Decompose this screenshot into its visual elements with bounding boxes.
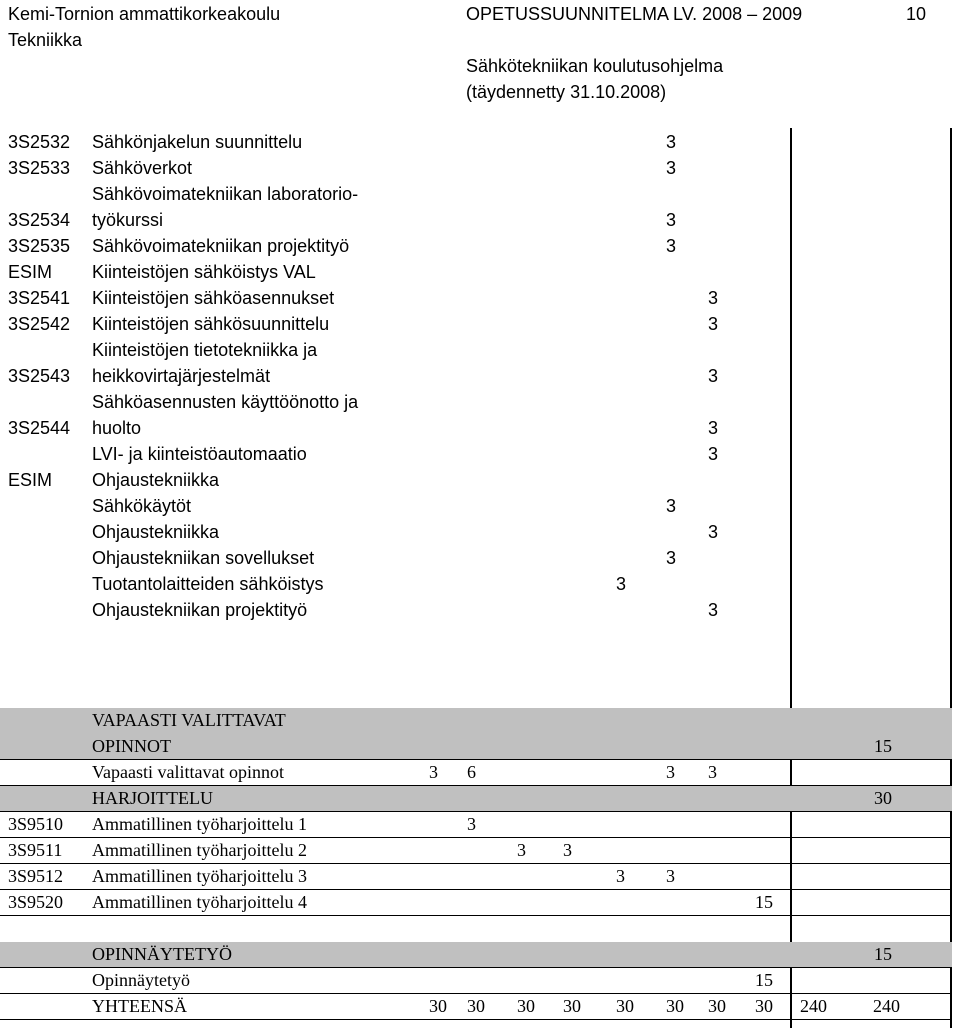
course-code: 3S2535 [8, 236, 71, 256]
course-name: työkurssi [92, 210, 164, 230]
credit-value: 3 [708, 444, 719, 464]
table-row [0, 760, 960, 786]
course-code: 3S2533 [8, 158, 71, 178]
section-heading-row [0, 708, 952, 760]
section-heading: VAPAASTI VALITTAVAT [92, 710, 286, 730]
credit-value: 3 [708, 762, 717, 782]
credit-value: 3 [429, 762, 438, 782]
course-name: Ohjaustekniikan projektityö [92, 600, 308, 620]
course-code: 3S9511 [8, 840, 63, 860]
course-name: heikkovirtajärjestelmät [92, 366, 271, 386]
credit-value: 3 [517, 840, 526, 860]
course-name: Sähköverkot [92, 158, 193, 178]
credit-value: 3 [616, 574, 627, 594]
course-name: Sähkövoimatekniikan laboratorio- [92, 184, 359, 204]
course-code: 3S2544 [8, 418, 71, 438]
row-separator [0, 1019, 952, 1020]
course-name: Ammatillinen työharjoittelu 2 [92, 840, 307, 860]
table-row [0, 864, 960, 890]
credit-value: 6 [467, 762, 476, 782]
course-name: Ammatillinen työharjoittelu 3 [92, 866, 307, 886]
department-name: Tekniikka [8, 30, 83, 50]
total-credits: 240 [873, 996, 900, 1016]
credit-value: 3 [666, 158, 677, 178]
course-name: Kiinteistöjen sähköasennukset [92, 288, 335, 308]
course-name: Kiinteistöjen tietotekniikka ja [92, 340, 318, 360]
credit-value: 3 [708, 522, 719, 542]
table-row [0, 994, 960, 1020]
course-code: 3S2534 [8, 210, 71, 230]
page-number: 10 [906, 4, 927, 24]
credit-value: 30 [517, 996, 535, 1016]
credit-value: 3 [666, 866, 675, 886]
credit-value: 3 [666, 210, 677, 230]
section-heading-row [0, 942, 952, 968]
school-name: Kemi-Tornion ammattikorkeakoulu [8, 4, 281, 24]
course-name: Sähkönjakelun suunnittelu [92, 132, 303, 152]
course-code: ESIM [8, 470, 53, 490]
update-note: (täydennetty 31.10.2008) [466, 82, 667, 102]
course-name: Ohjaustekniikan sovellukset [92, 548, 315, 568]
credit-value: 30 [616, 996, 634, 1016]
credit-value: 3 [708, 600, 719, 620]
credit-value: 3 [666, 762, 675, 782]
credit-value: 3 [666, 236, 677, 256]
total-credits: 15 [874, 736, 892, 756]
course-code: 3S2543 [8, 366, 71, 386]
credit-value: 240 [800, 996, 827, 1016]
course-name: Sähkövoimatekniikan projektityö [92, 236, 350, 256]
table-row [0, 812, 960, 838]
credit-value: 30 [708, 996, 726, 1016]
course-name: Opinnäytetyö [92, 970, 190, 990]
credit-value: 3 [563, 840, 572, 860]
credit-value: 3 [708, 418, 719, 438]
course-code: ESIM [8, 262, 53, 282]
credit-value: 3 [467, 814, 476, 834]
credit-value: 3 [708, 288, 719, 308]
course-name: Ohjaustekniikka [92, 470, 220, 490]
course-name: Ammatillinen työharjoittelu 4 [92, 892, 307, 912]
credit-value: 30 [429, 996, 447, 1016]
course-name: Kiinteistöjen sähkösuunnittelu [92, 314, 330, 334]
course-name: Tuotantolaitteiden sähköistys [92, 574, 324, 594]
credit-value: 15 [755, 970, 773, 990]
credit-value: 30 [666, 996, 684, 1016]
course-name: Sähkökäytöt [92, 496, 192, 516]
course-code: 3S2541 [8, 288, 71, 308]
credit-value: 3 [708, 314, 719, 334]
document-title: OPETUSSUUNNITELMA LV. 2008 – 2009 [466, 4, 803, 24]
course-name: LVI- ja kiinteistöautomaatio [92, 444, 307, 464]
section-heading: HARJOITTELU [92, 788, 213, 808]
credit-value: 15 [755, 892, 773, 912]
credit-value: 30 [467, 996, 485, 1016]
course-name: Kiinteistöjen sähköistys VAL [92, 262, 316, 282]
course-name: Ammatillinen työharjoittelu 1 [92, 814, 307, 834]
course-name: Vapaasti valittavat opinnot [92, 762, 284, 782]
course-name: huolto [92, 418, 142, 438]
table-row [0, 838, 960, 864]
course-code: 3S2532 [8, 132, 71, 152]
course-code: 3S9512 [8, 866, 64, 886]
table-row [0, 890, 960, 916]
credit-value: 3 [666, 548, 677, 568]
total-credits: 15 [874, 944, 892, 964]
course-code: 3S9510 [8, 814, 64, 834]
credit-value: 3 [616, 866, 625, 886]
course-name: YHTEENSÄ [92, 996, 187, 1016]
section-heading: OPINNOT [92, 736, 171, 756]
course-code: 3S9520 [8, 892, 64, 912]
section-heading-row [0, 786, 952, 812]
credit-value: 3 [708, 366, 719, 386]
credit-value: 30 [755, 996, 773, 1016]
table-row [0, 968, 960, 994]
credit-value: 30 [563, 996, 581, 1016]
total-credits: 30 [874, 788, 892, 808]
row-separator [0, 915, 952, 916]
course-code: 3S2542 [8, 314, 71, 334]
section-heading: OPINNÄYTETYÖ [92, 944, 232, 964]
course-name: Sähköasennusten käyttöönotto ja [92, 392, 359, 412]
course-name: Ohjaustekniikka [92, 522, 220, 542]
credit-value: 3 [666, 132, 677, 152]
programme-name: Sähkötekniikan koulutusohjelma [466, 56, 724, 76]
credit-value: 3 [666, 496, 677, 516]
